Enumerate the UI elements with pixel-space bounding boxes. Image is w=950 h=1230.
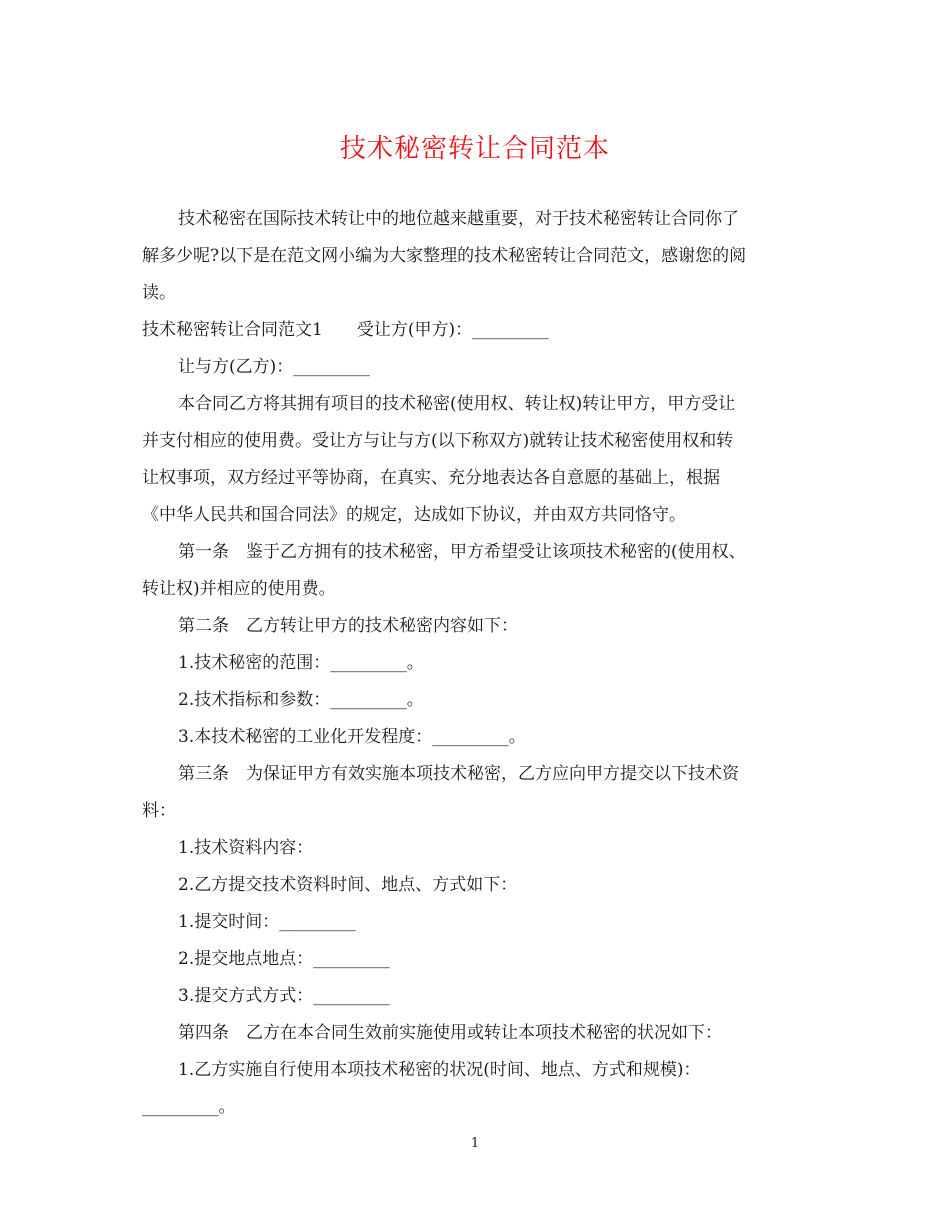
text-line: 1.乙方实施自行使用本项技术秘密的状况(时间、地点、方式和规模)： (178, 1060, 701, 1080)
text-line: 1.提交时间：_________ (178, 912, 356, 932)
text-line: 第四条 乙方在本合同生效前实施使用或转让本项技术秘密的状况如下： (178, 1023, 722, 1043)
text-line: 2.技术指标和参数：_________。 (178, 690, 424, 710)
text-line: 第二条 乙方转让甲方的技术秘密内容如下： (178, 616, 518, 636)
text-line: 技术秘密转让合同范文1 受让方(甲方)：_________ (142, 320, 549, 340)
text-line: 1.技术资料内容： (178, 838, 314, 858)
body-text (142, 201, 810, 1126)
text-line: 《中华人民共和国合同法》的规定，达成如下协议，并由双方共同恪守。 (142, 505, 686, 525)
text-line: 读。 (142, 283, 176, 303)
page-number: 1 (470, 1136, 480, 1151)
text-line: 第三条 为保证甲方有效实施本项技术秘密，乙方应向甲方提交以下技术资 (178, 764, 739, 784)
text-line: 转让权)并相应的使用费。 (142, 579, 336, 599)
text-line: 料： (142, 801, 176, 821)
text-line: 并支付相应的使用费。受让方与让与方(以下称双方)就转让技术秘密使用权和转 (142, 431, 734, 451)
text-line: 本合同乙方将其拥有项目的技术秘密(使用权、转让权)转让甲方，甲方受让 (178, 394, 736, 414)
text-line: 2.乙方提交技术资料时间、地点、方式如下： (178, 875, 518, 895)
text-line: 1.技术秘密的范围：_________。 (178, 653, 424, 673)
text-line: 3.本技术秘密的工业化开发程度：_________。 (178, 727, 526, 747)
text-line: 技术秘密在国际技术转让中的地位越来越重要，对于技术秘密转让合同你了 (178, 209, 739, 229)
text-line: _________。 (142, 1097, 236, 1117)
text-line: 第一条 鉴于乙方拥有的技术秘密，甲方希望受让该项技术秘密的(使用权、 (178, 542, 746, 562)
document-title: 技术秘密转让合同范本 (339, 134, 610, 164)
text-line: 2.提交地点地点：_________ (178, 949, 390, 969)
text-line: 3.提交方式方式：_________ (178, 986, 390, 1006)
text-line: 让与方(乙方)：_________ (178, 357, 370, 377)
text-line: 解多少呢?以下是在范文网小编为大家整理的技术秘密转让合同范文，感谢您的阅 (142, 246, 747, 266)
text-line: 让权事项，双方经过平等协商，在真实、充分地表达各自意愿的基础上，根据 (142, 468, 720, 488)
